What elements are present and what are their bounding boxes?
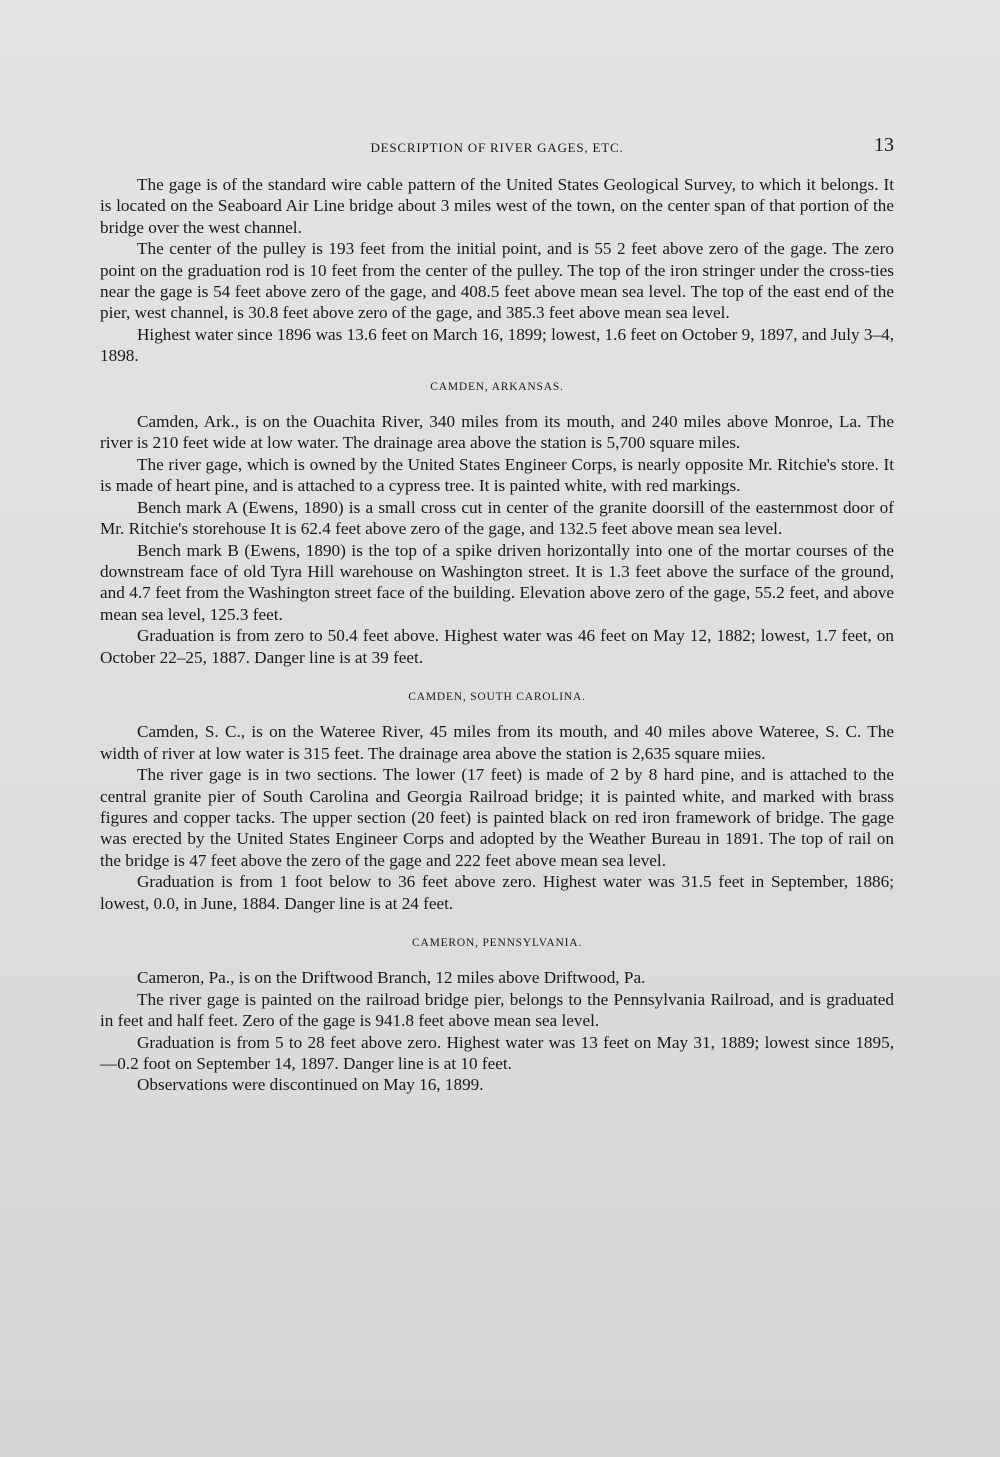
paragraph-camden-sc-3: Graduation is from 1 foot below to 36 feet above zero. Highest water was 31.5 feet in September, 1886; lowest, 0.0, in June, 1884. Danger line is at 24 feet. — [100, 872, 894, 913]
body-text — [100, 174, 894, 1096]
paragraph-cameron-pa-3: Graduation is from 5 to 28 feet above zero. Highest water was 13 feet on May 31, 1889; lowest since 1895, —0.2 foot on September 14, 1897. Danger line is at 10 feet. — [100, 1032, 894, 1074]
paragraph-cameron-pa-2: The river gage is painted on the railroad bridge pier, belongs to the Pennsylvania Railroad, and is graduated in feet and half feet. Zero of the gage is 941.8 feet above mean sea level. — [100, 989, 894, 1031]
paragraph-camden-ark-1: Camden, Ark., is on the Ouachita River, 340 miles from its mouth, and 240 miles above Monroe, La. The river is 210 feet wide at low water. The drainage area above the station is 5,700 square miles. — [100, 412, 894, 453]
paragraph-intro-1: The gage is of the standard wire cable pattern of the United States Geological Survey, to which it belongs. It is located on the Seaboard Air Line bridge about 3 miles west of the town, on the center span of that portion of the bridge over the west channel. — [100, 175, 894, 237]
paragraph-cameron-pa-4: Observations were discontinued on May 16, 1899. — [137, 1075, 484, 1095]
paragraph-cameron-pa-1: Cameron, Pa., is on the Driftwood Branch, 12 miles above Driftwood, Pa. — [137, 968, 646, 988]
running-title: DESCRIPTION OF RIVER GAGES, ETC. — [370, 140, 624, 155]
section-heading-cameron-pennsylvania: CAMERON, PENNSYLVANIA. — [412, 937, 582, 949]
section-heading-camden-south-carolina: CAMDEN, SOUTH CAROLINA. — [408, 690, 586, 703]
paragraph-camden-sc-1: Camden, S. C., is on the Wateree River, 45 miles from its mouth, and 40 miles above Wateree, S. C. The width of river at low water is 315 feet. The drainage area above the station is 2,635 square miies. — [100, 722, 894, 763]
running-header — [100, 134, 894, 160]
paragraph-camden-ark-5: Graduation is from zero to 50.4 feet above. Highest water was 46 feet on May 12, 1882; lowest, 1.7 feet, on October 22–25, 1887. Danger line is at 39 feet. — [100, 626, 894, 667]
paragraph-camden-sc-2: The river gage is in two sections. The lower (17 feet) is made of 2 by 8 hard pine, and is attached to the central granite pier of South Carolina and Georgia Railroad bridge; it is painted white, and marked with brass figures and copper tacks. The upper section (20 feet) is painted black on red iron framework of bridge. The gage was erected by the United States Engineer Corps and adopted by the Weather Bureau in 1891. The top of rail on the bridge is 47 feet above the zero of the gage and 222 feet above mean sea level. — [100, 765, 894, 870]
page-number: 13 — [874, 134, 894, 156]
paragraph-camden-ark-3: Bench mark A (Ewens, 1890) is a small cross cut in center of the granite doorsill of the easternmost door of Mr. Ritchie's storehouse It is 62.4 feet above zero of the gage, and 132.5 feet above mean sea level. — [100, 497, 894, 539]
paragraph-camden-ark-2: The river gage, which is owned by the United States Engineer Corps, is nearly opposite Mr. Ritchie's store. It is made of heart pine, and is attached to a cypress tree. It is painted white, with red markings. — [100, 454, 894, 496]
paragraph-intro-3: Highest water since 1896 was 13.6 feet on March 16, 1899; lowest, 1.6 feet on October 9, 1897, and July 3–4, 1898. — [100, 324, 894, 366]
paragraph-camden-ark-4: Bench mark B (Ewens, 1890) is the top of a spike driven horizontally into one of the mortar courses of the downstream face of old Tyra Hill warehouse on Washington street. It is 1.3 feet above the surface of the ground, and 4.7 feet from the Washington street face of the building. Elevation above zero of the gage, 55.2 feet, and above mean sea level, 125.3 feet. — [100, 540, 894, 624]
section-heading-camden-arkansas: CAMDEN, ARKANSAS. — [430, 380, 564, 393]
paragraph-intro-2: The center of the pulley is 193 feet from the initial point, and is 55 2 feet above zero of the gage. The zero point on the graduation rod is 10 feet from the center of the pulley. The top of the iron stringer under the cross-ties near the gage is 54 feet above zero of the gage, and 408.5 feet above mean sea level. The top of the east end of the pier, west channel, is 30.8 feet above zero of the gage, and 385.3 feet above mean sea level. — [100, 239, 894, 323]
